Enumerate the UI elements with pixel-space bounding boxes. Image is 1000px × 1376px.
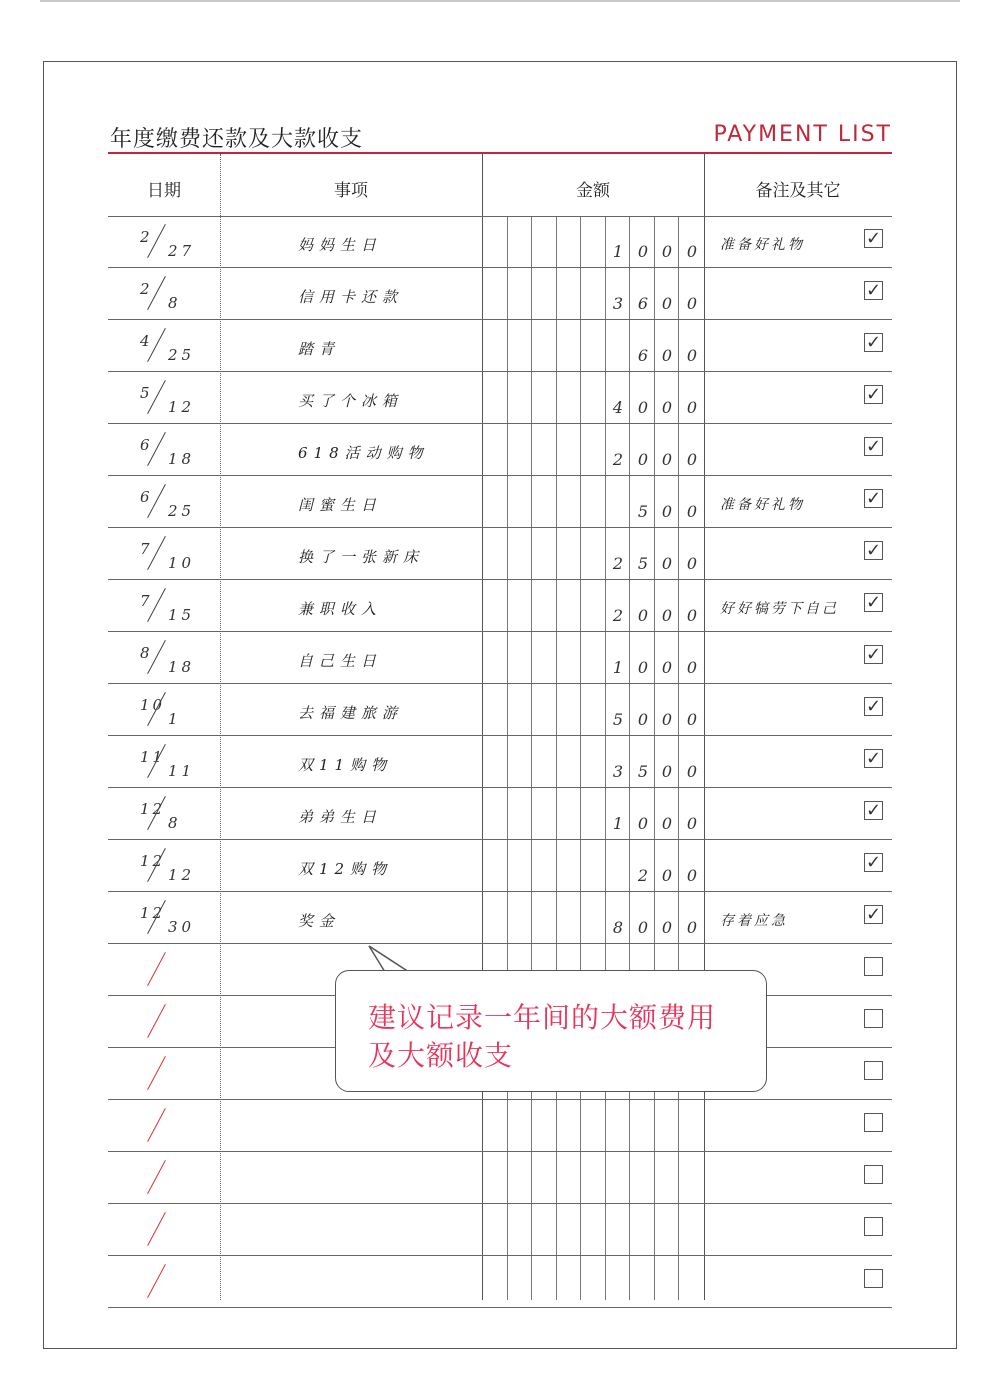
row-checkbox[interactable] bbox=[864, 1113, 883, 1132]
row-item: 换了一张新床 bbox=[298, 548, 425, 566]
amount-digit: 0 bbox=[661, 918, 673, 937]
row-day: 25 bbox=[168, 502, 196, 520]
amount-digit: 0 bbox=[637, 814, 649, 833]
row-checkbox[interactable] bbox=[864, 1061, 883, 1080]
amount-digit: 0 bbox=[637, 398, 649, 417]
amount-digit: 0 bbox=[686, 762, 698, 781]
amount-digit: 0 bbox=[637, 606, 649, 625]
row-note: 准备好礼物 bbox=[720, 237, 805, 253]
table-row bbox=[108, 684, 892, 736]
amount-digit: 0 bbox=[661, 398, 673, 417]
amount-digit: 1 bbox=[612, 814, 624, 833]
row-checkbox[interactable] bbox=[864, 1269, 883, 1288]
row-day: 10 bbox=[168, 554, 196, 572]
table-row bbox=[108, 476, 892, 528]
callout-line-2: 及大额收支 bbox=[368, 1039, 514, 1072]
row-item: 妈妈生日 bbox=[298, 236, 383, 254]
amount-digit: 0 bbox=[686, 606, 698, 625]
row-month: 7 bbox=[140, 540, 153, 558]
table-row bbox=[108, 424, 892, 476]
amount-digit: 0 bbox=[661, 450, 673, 469]
row-month: 12 bbox=[140, 852, 166, 870]
date-slash bbox=[147, 1212, 166, 1246]
row-checkbox[interactable]: ✓ bbox=[865, 228, 882, 249]
row-day: 12 bbox=[168, 398, 196, 416]
row-checkbox[interactable] bbox=[864, 957, 883, 976]
column-header-amount: 金额 bbox=[576, 181, 610, 201]
amount-digit: 6 bbox=[637, 346, 649, 365]
amount-digit: 3 bbox=[612, 294, 624, 313]
amount-digit: 8 bbox=[612, 918, 624, 937]
top-divider bbox=[40, 0, 960, 2]
row-day: 30 bbox=[168, 918, 196, 936]
row-day: 11 bbox=[168, 762, 196, 780]
amount-digit: 0 bbox=[637, 918, 649, 937]
amount-digit: 0 bbox=[637, 710, 649, 729]
row-month: 12 bbox=[140, 904, 166, 922]
row-month: 12 bbox=[140, 800, 166, 818]
row-day: 8 bbox=[168, 294, 182, 312]
amount-digit: 2 bbox=[637, 866, 649, 885]
column-header-item: 事项 bbox=[334, 181, 368, 201]
table-row bbox=[108, 580, 892, 632]
row-day: 12 bbox=[168, 866, 196, 884]
table-row bbox=[108, 1204, 892, 1256]
row-day: 27 bbox=[168, 242, 196, 260]
amount-digit: 0 bbox=[661, 866, 673, 885]
row-checkbox[interactable]: ✓ bbox=[865, 800, 882, 821]
amount-digit: 0 bbox=[661, 814, 673, 833]
amount-digit: 0 bbox=[661, 294, 673, 313]
row-item: 自己生日 bbox=[298, 652, 383, 670]
row-month: 2 bbox=[140, 280, 153, 298]
amount-digit: 1 bbox=[612, 658, 624, 677]
row-checkbox[interactable]: ✓ bbox=[865, 904, 882, 925]
row-month: 6 bbox=[140, 436, 153, 454]
table-row bbox=[108, 1256, 892, 1308]
date-slash bbox=[147, 1004, 166, 1038]
row-day: 8 bbox=[168, 814, 182, 832]
amount-digit: 0 bbox=[686, 502, 698, 521]
amount-digit: 0 bbox=[686, 554, 698, 573]
row-item: 弟弟生日 bbox=[298, 808, 383, 826]
amount-digit: 3 bbox=[612, 762, 624, 781]
row-checkbox[interactable] bbox=[864, 1165, 883, 1184]
row-note: 准备好礼物 bbox=[720, 497, 805, 513]
amount-digit: 2 bbox=[612, 606, 624, 625]
row-day: 25 bbox=[168, 346, 196, 364]
row-day: 18 bbox=[168, 658, 196, 676]
amount-digit: 0 bbox=[661, 502, 673, 521]
row-checkbox[interactable]: ✓ bbox=[865, 540, 882, 561]
amount-digit: 0 bbox=[686, 866, 698, 885]
row-item: 踏青 bbox=[298, 340, 341, 358]
table-row bbox=[108, 736, 892, 788]
row-checkbox[interactable]: ✓ bbox=[865, 644, 882, 665]
row-note: 存着应急 bbox=[720, 913, 788, 929]
amount-digit: 0 bbox=[661, 346, 673, 365]
row-day: 15 bbox=[168, 606, 196, 624]
amount-digit: 2 bbox=[612, 554, 624, 573]
row-checkbox[interactable]: ✓ bbox=[865, 748, 882, 769]
table-row bbox=[108, 788, 892, 840]
table-row bbox=[108, 1152, 892, 1204]
amount-digit: 0 bbox=[686, 710, 698, 729]
amount-digit: 5 bbox=[637, 554, 649, 573]
amount-digit: 0 bbox=[686, 294, 698, 313]
table-row bbox=[108, 892, 892, 944]
amount-digit: 0 bbox=[637, 450, 649, 469]
row-month: 10 bbox=[140, 696, 166, 714]
row-checkbox[interactable]: ✓ bbox=[865, 488, 882, 509]
row-checkbox[interactable] bbox=[864, 1009, 883, 1028]
row-item: 618活动购物 bbox=[298, 444, 429, 462]
row-checkbox[interactable]: ✓ bbox=[865, 384, 882, 405]
amount-digit: 0 bbox=[637, 242, 649, 261]
amount-digit: 0 bbox=[661, 710, 673, 729]
date-slash bbox=[147, 1108, 166, 1142]
table-row bbox=[108, 1100, 892, 1152]
amount-digit: 4 bbox=[612, 398, 624, 417]
amount-digit: 5 bbox=[612, 710, 624, 729]
amount-digit: 2 bbox=[612, 450, 624, 469]
row-day: 18 bbox=[168, 450, 196, 468]
row-item: 信用卡还款 bbox=[298, 288, 404, 306]
row-month: 2 bbox=[140, 228, 153, 246]
table-row bbox=[108, 632, 892, 684]
row-month: 5 bbox=[140, 384, 153, 402]
row-note: 好好犒劳下自己 bbox=[720, 601, 839, 617]
amount-digit: 0 bbox=[686, 658, 698, 677]
row-item: 去福建旅游 bbox=[298, 704, 404, 722]
table-row bbox=[108, 268, 892, 320]
row-checkbox[interactable]: ✓ bbox=[865, 696, 882, 717]
row-item: 双12购物 bbox=[298, 860, 393, 878]
row-item: 奖金 bbox=[298, 912, 341, 930]
amount-digit: 0 bbox=[686, 918, 698, 937]
row-item: 双11购物 bbox=[298, 756, 393, 774]
row-month: 8 bbox=[140, 644, 153, 662]
amount-digit: 0 bbox=[661, 554, 673, 573]
amount-digit: 0 bbox=[686, 814, 698, 833]
amount-digit: 0 bbox=[661, 762, 673, 781]
amount-digit: 5 bbox=[637, 762, 649, 781]
callout-bubble bbox=[335, 970, 767, 1092]
row-checkbox[interactable]: ✓ bbox=[865, 332, 882, 353]
row-day: 1 bbox=[168, 710, 182, 728]
page-subtitle: PAYMENT LIST bbox=[713, 122, 892, 147]
amount-digit: 0 bbox=[661, 658, 673, 677]
row-month: 6 bbox=[140, 488, 153, 506]
title-underline bbox=[108, 152, 892, 154]
row-checkbox[interactable] bbox=[864, 1217, 883, 1236]
table-row bbox=[108, 216, 892, 268]
callout-text bbox=[368, 999, 716, 1075]
amount-digit: 1 bbox=[612, 242, 624, 261]
table-row bbox=[108, 320, 892, 372]
table-row bbox=[108, 840, 892, 892]
row-month: 11 bbox=[140, 748, 166, 766]
column-header-note: 备注及其它 bbox=[755, 181, 841, 201]
date-slash bbox=[147, 1056, 166, 1090]
date-slash bbox=[147, 1264, 166, 1298]
row-item: 闺蜜生日 bbox=[298, 496, 383, 514]
row-item: 兼职收入 bbox=[298, 600, 383, 618]
row-month: 4 bbox=[140, 332, 153, 350]
date-slash bbox=[147, 952, 166, 986]
column-header-date: 日期 bbox=[147, 181, 181, 201]
amount-digit: 0 bbox=[686, 242, 698, 261]
amount-digit: 0 bbox=[686, 346, 698, 365]
row-item: 买了个冰箱 bbox=[298, 392, 404, 410]
amount-digit: 0 bbox=[637, 658, 649, 677]
table-row bbox=[108, 528, 892, 580]
amount-digit: 5 bbox=[637, 502, 649, 521]
row-month: 7 bbox=[140, 592, 153, 610]
date-slash bbox=[147, 1160, 166, 1194]
amount-digit: 0 bbox=[686, 398, 698, 417]
callout-line-1: 建议记录一年间的大额费用 bbox=[368, 1001, 717, 1034]
amount-digit: 0 bbox=[686, 450, 698, 469]
row-checkbox[interactable]: ✓ bbox=[865, 592, 882, 613]
amount-digit: 6 bbox=[637, 294, 649, 313]
amount-digit: 0 bbox=[661, 606, 673, 625]
amount-digit: 0 bbox=[661, 242, 673, 261]
page-title: 年度缴费还款及大款收支 bbox=[110, 127, 364, 152]
row-checkbox[interactable]: ✓ bbox=[865, 280, 882, 301]
table-row bbox=[108, 372, 892, 424]
row-checkbox[interactable]: ✓ bbox=[865, 852, 882, 873]
row-checkbox[interactable]: ✓ bbox=[865, 436, 882, 457]
